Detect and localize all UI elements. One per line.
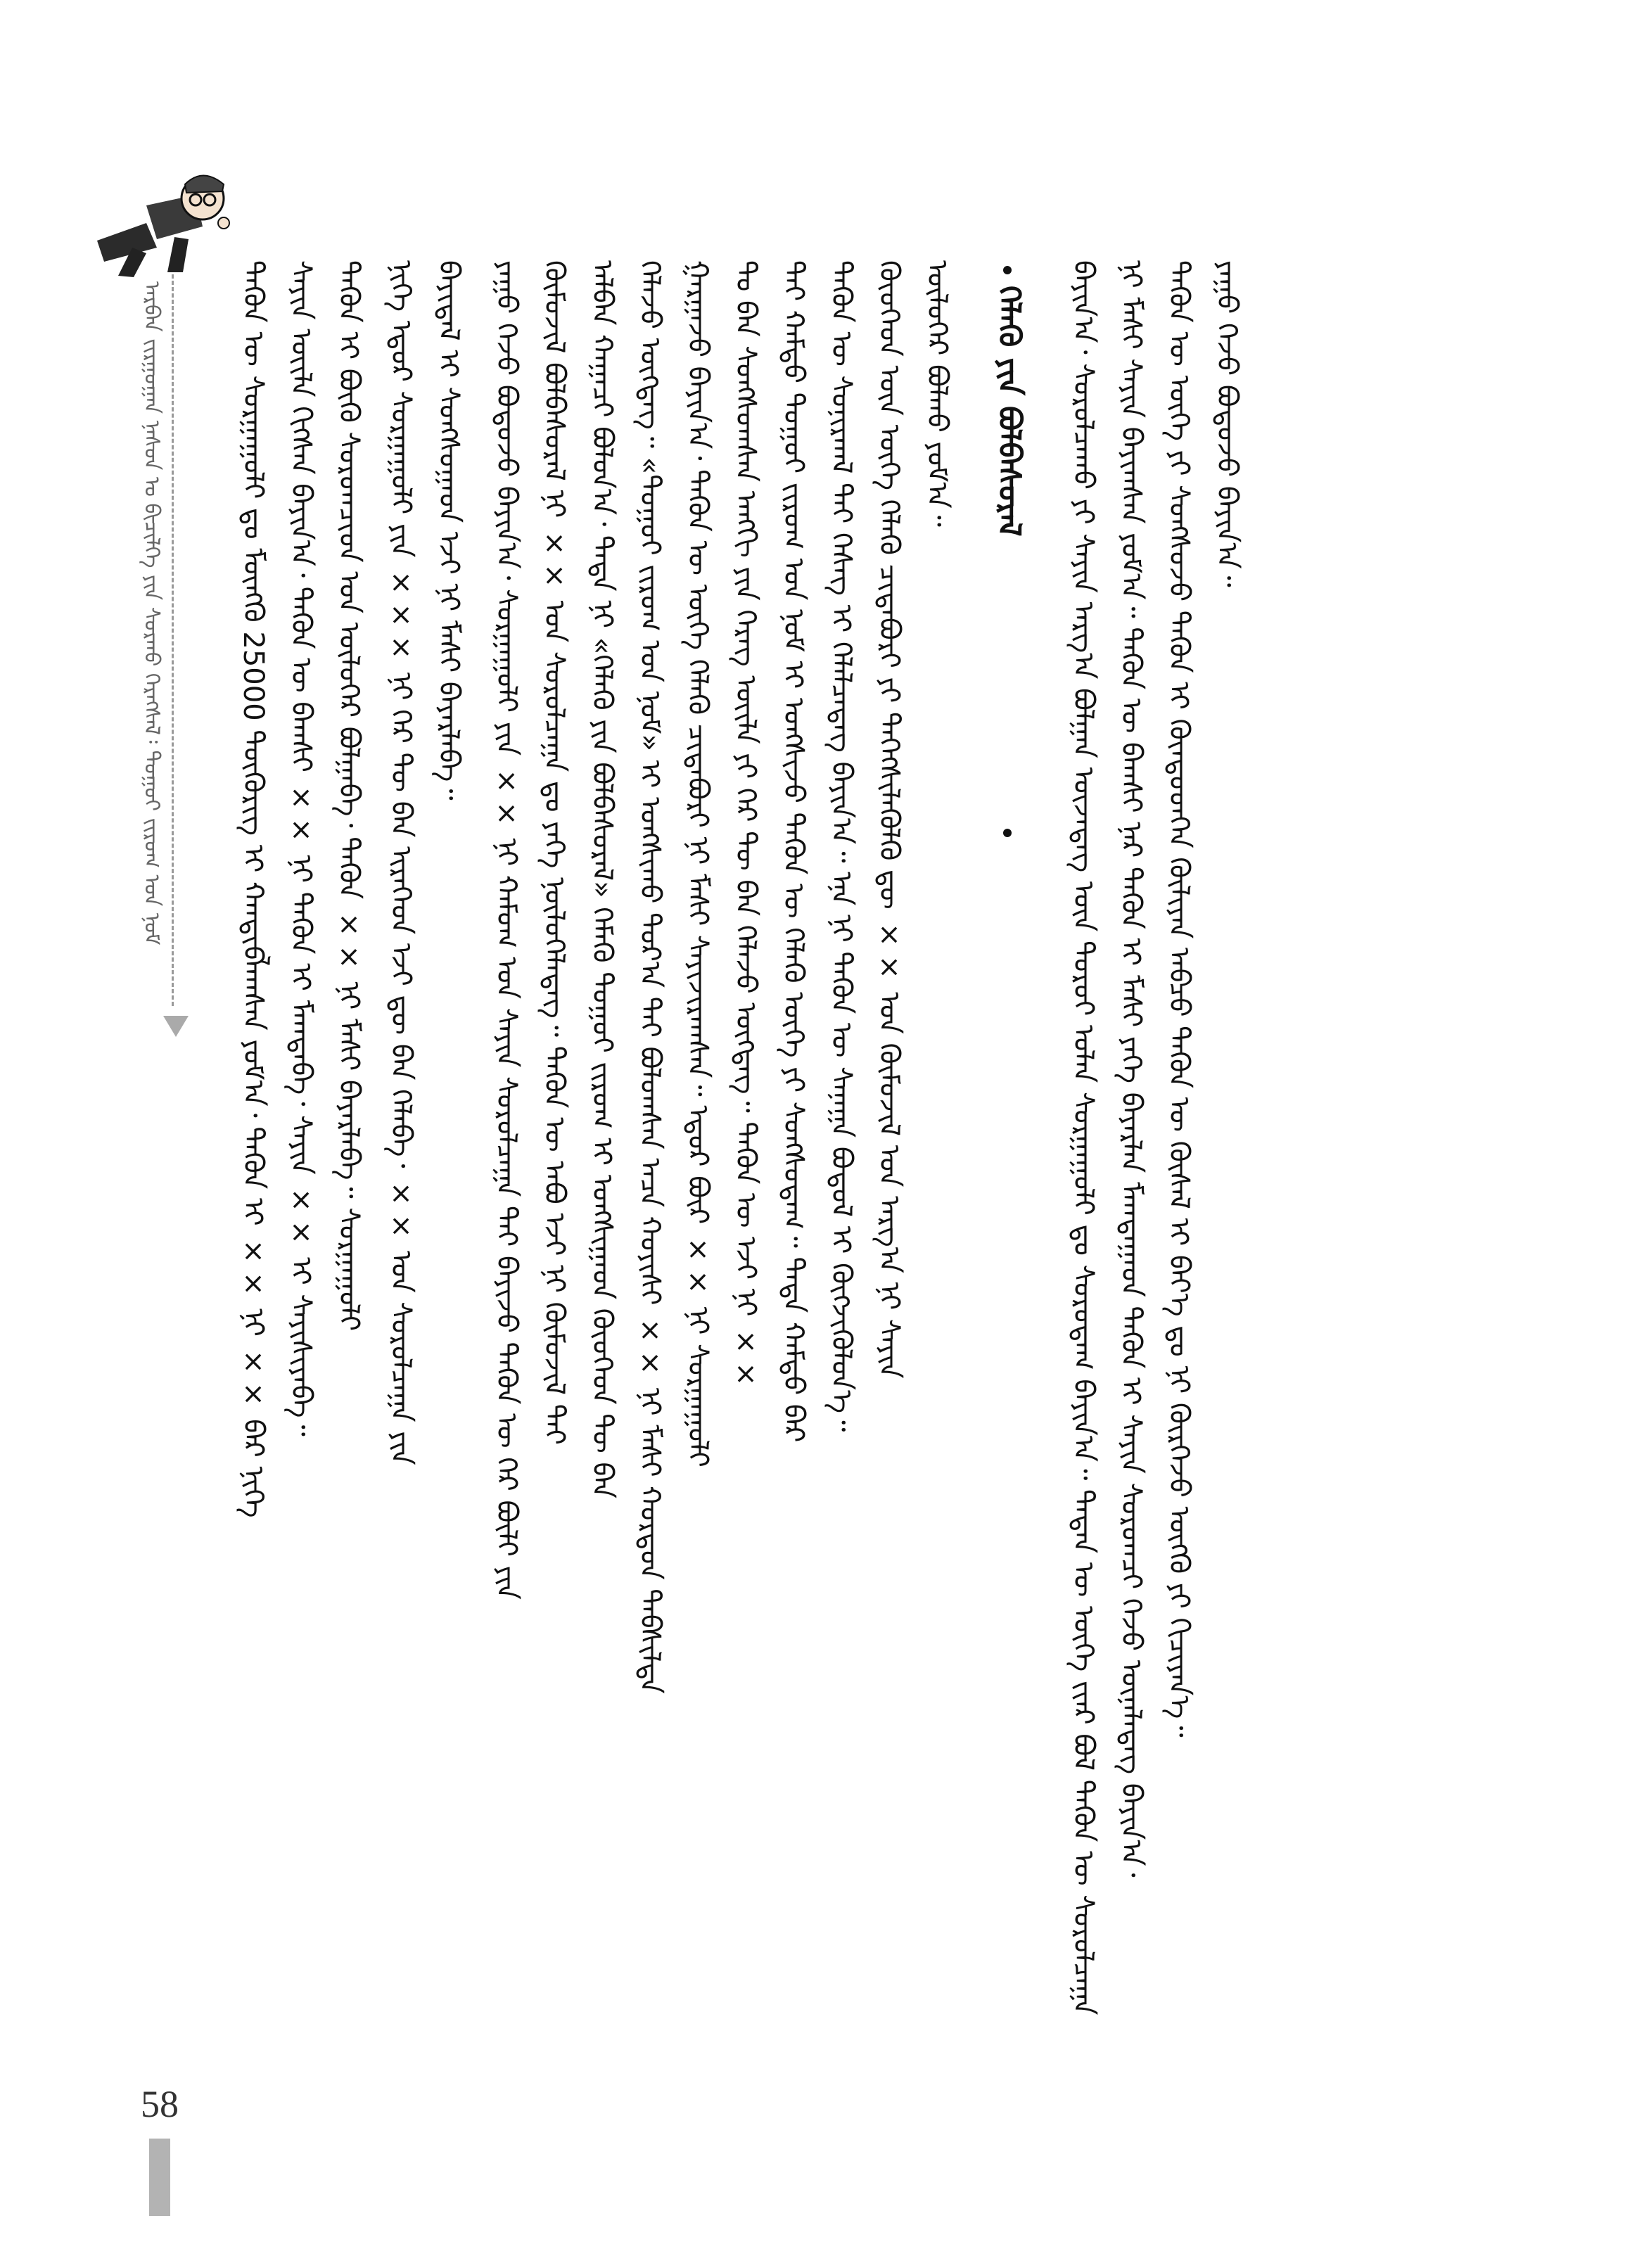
- body-column: ᠬᠦᠮᠦᠵᠢᠯ ᠪᠣᠯᠪᠠᠰᠤᠷᠠᠯ ᠨᠢ ×× ᠤᠨ ᠰᠤᠷᠤᠯᠴᠠᠭᠠ ᠳᠤ ᠶᠡᠬᠡ ᠨᠥᠯᠥᠭᠡᠯᠡᠳᠡᠭ᠃ ᠲᠡᠭᠦᠨ ᠦ ᠠᠪᠤ ᠡᠵᠢ ᠨᠢ ᠬᠦᠮᠦᠵᠢᠯ ᠲᠠᠢ: [538, 260, 571, 1445]
- section-heading: ᠬᠡᠯᠡᠬᠦ ᠶᠢᠨ ᠪᠤᠯᠪᠠᠰᠤᠷᠠᠯ: [991, 286, 1027, 537]
- body-column: ᠦᠯᠦᠭᠡᠷ ᠪᠣᠯᠬᠤ ᠶᠤᠮ᠎ᠠ᠃: [921, 260, 953, 527]
- heading-bullet: [1003, 266, 1012, 274]
- example-column: ᠨᠢᠭᠡ ᠡᠳᠦᠷ ᠰᠤᠷᠭᠠᠭᠤᠯᠢ ᠶᠢᠨ ××× ᠨᠢ ᠭᠡᠷ ᠲᠦ ᠪᠠᠨ ᠢᠷᠡᠭᠡᠳ ᠡᠵᠢ ᠳᠦ ᠪᠡᠨ ᠬᠡᠯᠡᠪᠡ᠂ ×× ᠤᠨ ᠰᠤᠷᠤᠯᠴᠠᠭᠠ ᠶᠢᠨ: [385, 260, 417, 1465]
- body-column: ᠶᠠᠭᠤ ᠭᠡᠵᠦ ᠪᠣᠳᠣᠵᠤ ᠪᠠᠶᠢᠨ᠎ᠠ᠂ ᠰᠤᠷᠭᠠᠭᠤᠯᠢ ᠶᠢᠨ ×× ᠨᠢ ᠬᠠᠮᠤᠭ ᠤᠨ ᠰᠠᠶᠢᠨ ᠰᠤᠷᠤᠯᠴᠠᠭᠠ ᠲᠠᠢ ᠪᠠᠶᠢᠵᠤ ᠲᠡᠭᠦᠨ ᠦ ᠭᠡᠷ ᠪᠦᠯᠢ ᠶᠢᠨ: [490, 260, 523, 1600]
- running-header: ᠠᠷᠪᠠᠨ ᠵᠢᠷᠭᠤᠭᠠᠨ ᠨᠠᠰᠤᠨ ᠤ ᠪᠢᠴᠢᠯᠭᠡ ᠶᠢᠨ ᠰᠤᠷᠬᠤ ᠬᠡᠷᠡᠭᠰᠡᠯ᠄ ᠳᠤᠭᠤᠢ ᠵᠢᠷᠤᠭ ᠤᠨ ᠨᠣᠮ: [139, 281, 164, 945]
- final-paragraph-column: ᠰᠠᠶᠢᠨ ᠦᠢᠯᠡ ᠬᠢᠭᠰᠡᠨ ᠪᠠᠶᠢᠨ᠎ᠠ᠂ ᠲᠡᠭᠦᠨ ᠦ ᠪᠠᠭᠰᠢ ×× ᠨᠢ ᠲᠡᠭᠦᠨ ᠢ ᠮᠠᠭᠲᠠᠪᠠ᠂ ᠰᠠᠶᠢᠨ ×× ᠢ ᠰᠠᠶᠢᠰᠢᠶᠠᠪᠠ᠃: [285, 260, 317, 1436]
- example-column: ᠪᠠᠶᠢᠳᠠᠯ ᠢ ᠰᠣᠩᠰᠣᠭᠠᠳ ᠡᠵᠢ ᠨᠢ ᠮᠠᠰᠢ ᠪᠠᠶᠠᠷᠯᠠᠪᠠ᠃: [433, 260, 465, 801]
- intro-column: ᠲᠡᠭᠦᠨ ᠦ ᠦᠭᠡ ᠶᠢ ᠰᠣᠩᠰᠣᠵᠤ ᠲᠡᠭᠦᠨ ᠢ ᠬᠦᠨᠳᠦᠳᠬᠡᠨ ᠬᠦᠯᠢᠶᠡᠨ ᠠᠪᠴᠤ ᠲᠡᠭᠦᠨ ᠦ ᠬᠦᠰᠡᠯ ᠢ ᠪᠡᠶ᠎ᠡ ᠳᠤ ᠨᠢ ᠬᠦᠷᠭᠡᠵᠦ ᠥᠭᠬᠦ ᠶᠢ ᠬᠢᠴᠢᠶᠡᠨ᠎ᠡ᠃: [1163, 260, 1195, 1738]
- final-paragraph-column: ᠲᠡᠭᠦᠨ ᠢ ᠪᠦᠬᠦ ᠰᠤᠷᠤᠭᠴᠢᠳ ᠤᠨ ᠦᠯᠦᠭᠡᠷ ᠪᠣᠯᠭᠠᠪᠠ᠂ ᠲᠡᠭᠦᠨ ×× ᠨᠢ ᠮᠠᠰᠢ ᠪᠠᠶᠠᠷᠯᠠᠪᠠ᠃ ᠰᠤᠷᠭᠠᠭᠤᠯᠢ: [333, 260, 365, 1332]
- header-triangle-marker: [163, 1016, 189, 1037]
- intro-column: ᠶᠠᠭᠤ ᠭᠡᠵᠦ ᠪᠣᠳᠣᠵᠤ ᠪᠠᠶᠢᠨ᠎ᠠ᠃: [1211, 260, 1243, 587]
- mascot-boy-illustration: [90, 156, 231, 283]
- grey-edge-bar: [149, 2139, 170, 2216]
- body-column: ᠬᠡᠯᠡᠵᠦ ᠥᠭᠳᠡᠭ᠃ «ᠳᠤᠭᠤᠢ ᠵᠢᠷᠤᠭ ᠤᠨ ᠨᠣᠮ» ᠢ ᠤᠩᠰᠢᠬᠤ ᠳᠤᠷ᠎ᠠ ᠲᠠᠢ ᠪᠣᠯᠤᠭᠰᠠᠨ ᠠᠴᠠ ᠬᠣᠶᠢᠰᠢ ×× ᠨᠢ ᠮᠠᠰᠢ ᠬᠤᠷᠳᠤᠨ ᠳᠡᠪᠰᠢᠯᠲᠡ: [634, 260, 666, 1694]
- heading-bullet: [1003, 829, 1012, 837]
- body-column: ᠭᠠᠷᠭᠠᠵᠤ ᠪᠠᠶᠢᠨ᠎ᠠ᠂ ᠲᠡᠭᠦᠨ ᠦ ᠦᠭᠡ ᠬᠡᠯᠡᠬᠦ ᠴᠢᠳᠠᠪᠤᠷᠢ ᠨᠢ ᠮᠠᠰᠢ ᠰᠠᠶᠢᠵᠢᠷᠠᠭᠰᠠᠨ᠃ ᠡᠳᠦᠷ ᠪᠦᠷ ×× ᠨᠢ ᠰᠤᠷᠭᠠᠭᠤᠯᠢ: [682, 260, 714, 1467]
- body-column: ᠠᠯᠪᠠᠨ ᠬᠠᠭᠠᠴᠢ ᠪᠣᠯᠤᠨ᠎ᠠ᠂ ᠲᠡᠳᠡ ᠨᠢ «ᠬᠡᠯᠡᠬᠦ ᠶᠢᠨ ᠪᠣᠯᠪᠠᠰᠤᠷᠠᠯ» ᠬᠡᠮᠡᠬᠦ ᠳᠤᠭᠤᠢ ᠵᠢᠷᠤᠭ ᠢ ᠤᠩᠰᠢᠭᠠᠳ ᠬᠦᠦᠬᠡᠳ ᠲᠦ ᠪᠡᠨ: [586, 260, 618, 1499]
- intro-column: ᠪᠠᠶᠢᠨ᠎ᠠ᠂ ᠰᠤᠷᠤᠯᠴᠠᠬᠤ ᠶᠢ ᠰᠠᠶᠢᠨ ᠠᠷᠭ᠎ᠠ ᠪᠣᠯᠭᠠᠨ ᠦᠵᠡᠳᠡᠭ ᠦᠨ ᠳᠣᠷᠤᠢ ᠤᠯᠠᠨ ᠰᠤᠷᠭᠠᠭᠤᠯᠢ ᠳᠤ ᠰᠤᠷᠤᠳᠠᠭ ᠪᠠᠶᠢᠨ᠎ᠠ᠃ ᠲᠡᠳᠡᠨ ᠦ ᠦᠭᠡ ᠵᠢᠡᠷ ᠪᠣᠯ ᠲᠡᠭᠦᠨ ᠦ ᠰᠤᠷᠤᠯᠴᠠᠭᠠ: [1067, 260, 1100, 2015]
- final-paragraph-column: ᠲᠡᠭᠦᠨ ᠦ ᠰᠤᠷᠭᠠᠭᠤᠯᠢ ᠳᠤ ᠮᠥᠩᠭᠥ 25000 ᠲᠥᠭᠦᠷᠢᠭ ᠢ ᠬᠠᠨᠳᠢᠪᠯᠠᠭᠰᠠᠨ ᠶᠤᠮ᠎ᠠ᠂ ᠲᠡᠭᠦᠨ ᠢ ×× ᠨᠢ ×× ᠪᠡᠷ ᠨᠢᠭᠡ: [237, 260, 269, 1518]
- header-dashed-rule: [172, 274, 174, 1006]
- page-number: 58: [141, 2083, 179, 2125]
- body-column: ᠲᠤ ᠪᠠᠨ ᠰᠣᠩᠰᠣᠭᠰᠠᠨ ᠠᠩᠭᠢ ᠶᠢᠨ ᠬᠡᠷᠡᠭ ᠦᠢᠯᠡ ᠶᠢ ᠭᠡᠷ ᠲᠦ ᠪᠠᠨ ᠬᠡᠯᠡᠵᠦ ᠥᠭᠳᠡᠭ᠃ ᠲᠡᠭᠦᠨ ᠦ ᠡᠵᠢ ᠨᠢ ××: [729, 260, 762, 1391]
- body-column: ᠲᠡᠭᠦᠨ ᠦ ᠰᠣᠨᠢᠷᠬᠠᠯ ᠲᠠᠢ ᠬᠡᠰᠡᠭ ᠢ ᠬᠡᠯᠡᠯᠴᠡᠳᠡᠭ ᠪᠠᠶᠢᠨ᠎ᠠ᠃ ᠡᠨᠡ ᠨᠢ ᠲᠡᠭᠦᠨ ᠦ ᠰᠠᠨᠠᠭᠠ ᠪᠣᠳᠤᠯ ᠢ ᠬᠥᠭᠵᠢᠭᠦᠯᠦᠨ᠎ᠡ᠃: [825, 260, 858, 1432]
- intro-column: ᠨᠢ ᠮᠠᠰᠢ ᠰᠠᠶᠢᠨ ᠪᠠᠶᠢᠭᠰᠠᠨ ᠶᠤᠮ᠎ᠠ᠃ ᠲᠡᠭᠦᠨ ᠦ ᠪᠠᠭᠰᠢ ᠨᠠᠷ ᠲᠡᠭᠦᠨ ᠢ ᠮᠠᠰᠢ ᠶᠡᠬᠡ ᠪᠠᠶᠠᠷᠯᠠᠨ ᠮᠠᠭᠲᠠᠭᠠᠳ ᠲᠡᠭᠦᠨ ᠢ ᠰᠠᠶᠢᠨ ᠰᠤᠷᠤᠭᠴᠢ ᠭᠡᠵᠦ ᠦᠨᠡᠯᠡᠳᠡᠭ ᠪᠠᠶᠢᠨ᠎ᠠ᠂: [1115, 260, 1147, 1878]
- body-column: ᠬᠦᠦᠬᠡᠳ ᠦᠨ ᠦᠭᠡ ᠬᠡᠯᠡᠬᠦ ᠴᠢᠳᠠᠪᠤᠷᠢ ᠶᠢ ᠳᠡᠭᠡᠭᠰᠢᠯᠡᠭᠦᠯᠬᠦ ᠳᠦ ×× ᠤᠨ ᠬᠦᠮᠦᠵᠢᠯ ᠤᠨ ᠠᠷᠭ᠎ᠠ ᠨᠢ ᠰᠠᠶᠢᠨ: [873, 260, 905, 1379]
- body-column: ᠲᠠᠢ ᠬᠠᠮᠲᠤ ᠳᠤᠭᠤᠢ ᠵᠢᠷᠤᠭ ᠤᠨ ᠨᠣᠮ ᠢ ᠤᠩᠰᠢᠵᠤ ᠲᠡᠭᠦᠨ ᠦ ᠬᠡᠯᠡᠬᠦ ᠦᠭᠡ ᠶᠢ ᠰᠣᠩᠰᠣᠳᠠᠭ᠃ ᠲᠡᠳᠡ ᠬᠠᠮᠲᠤ ᠪᠡᠷ: [777, 260, 810, 1443]
